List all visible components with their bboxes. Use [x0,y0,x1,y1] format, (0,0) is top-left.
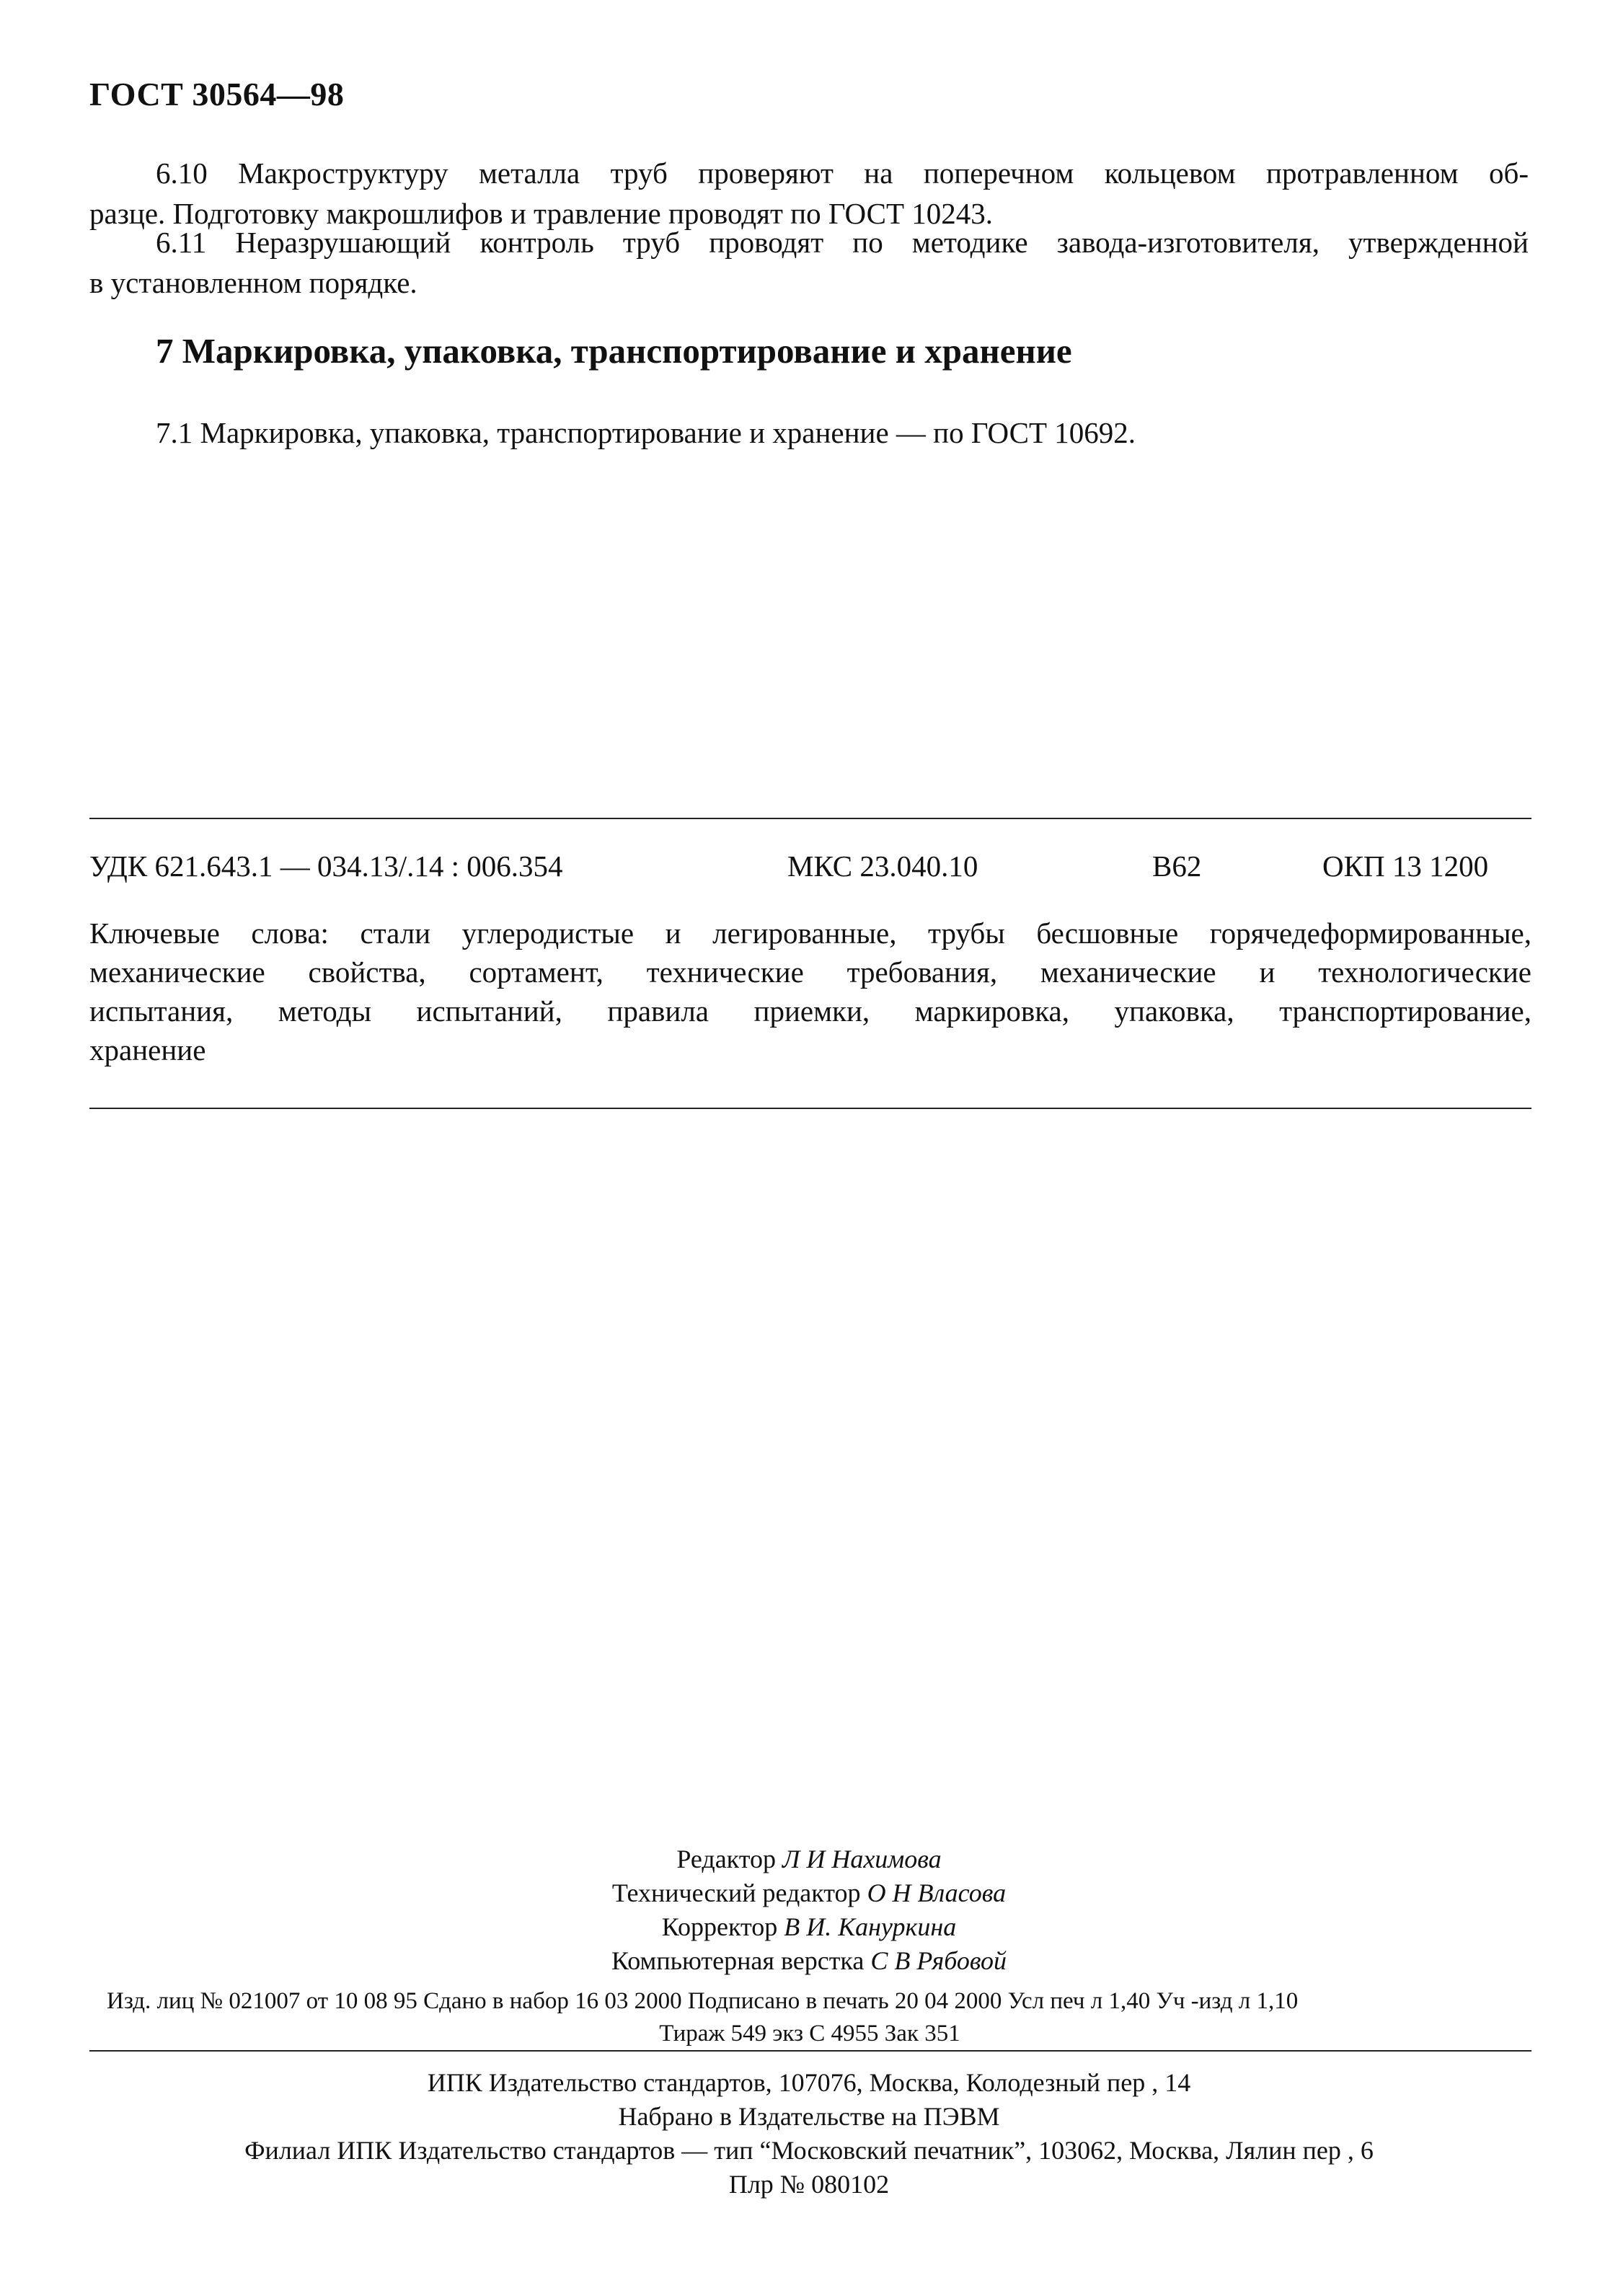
paragraph-line: разце. Подготовку макрошлифов и травление проводят по ГОСТ 10243. [89,197,994,230]
divider-top [89,818,1531,819]
paragraph-line: 7.1 Маркировка, упаковка, транспортирование и хранение — по ГОСТ 10692. [156,416,1136,449]
keywords-line: испытания, методы испытаний, правила приемки, маркировка, упаковка, транспортирование, [89,994,1531,1028]
keywords-line: механические свойства, сортамент, технические требования, механические и технологические [89,955,1531,989]
credits-block [0,1842,1618,1978]
okp-code: ОКП 13 1200 [1322,849,1489,883]
paragraph-line: в установленном порядке. [89,266,417,299]
footer-line: ИПК Издательство стандартов, 107076, Москва, Колодезный пер , 14 [427,2068,1191,2097]
footer-line: Набрано в Издательстве на ПЭВМ [618,2102,1000,2131]
credit-layout: Компьютерная верстка С В Рябовой [611,1946,1007,1975]
paragraph-7-1 [89,412,1529,453]
print-info-line: Тираж 549 экз С 4955 Зак 351 [659,2021,960,2046]
credit-tech-editor: Технический редактор О Н Власова [611,1878,1007,1907]
paragraph-6-11 [89,222,1529,303]
keywords-line: Ключевые слова: стали углеродистые и легированные, трубы бесшовные горячедеформированные, [89,917,1531,950]
classification-row [89,849,1531,889]
document-header: ГОСТ 30564—98 [89,76,345,112]
footer-line: Филиал ИПК Издательство стандартов — тип “Московский печатник”, 103062, Москва, Лялин пер , 6 [244,2136,1374,2165]
paragraph-line: 6.11 Неразрушающий контроль труб проводят по методике завода-изготовителя, утвержденной [156,226,1529,259]
credit-corrector: Корректор В И. Кануркина [661,1912,957,1941]
b-code: В62 [1152,849,1202,883]
divider-bottom [89,1108,1531,1109]
keywords-block [89,914,1531,1069]
mks-code: МКС 23.040.10 [787,849,978,883]
section-7-title: 7 Маркировка, упаковка, транспортирование и хранение [156,331,1072,371]
print-info [107,1985,1513,2050]
paragraph-line: 6.10 Макроструктуру металла труб проверяют на поперечном кольцевом протравленном об- [156,156,1529,190]
udk-code: УДК 621.643.1 — 034.13/.14 : 006.354 [89,849,563,883]
credit-editor: Редактор Л И Нахимова [676,1845,942,1873]
divider-footer [89,2050,1531,2052]
publisher-footer [0,2066,1618,2202]
print-info-line: Изд. лиц № 021007 от 10 08 95 Сдано в набор 16 03 2000 Подписано в печать 20 04 2000 Усл печ л 1,40 Уч -изд л 1,10 [107,1988,1299,2014]
footer-line: Плр № 080102 [728,2170,890,2199]
keywords-line: хранение [89,1033,206,1067]
